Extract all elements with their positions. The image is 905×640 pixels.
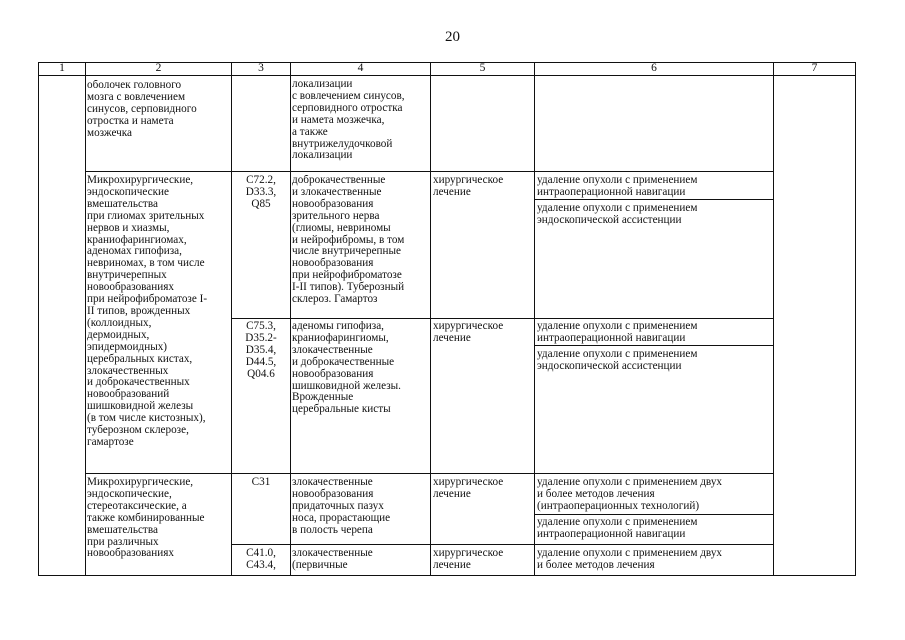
header-col-1: 1 (59, 62, 65, 74)
r2a-col6a-text: удаление опухоли с применением интраоперационной навигации (537, 175, 698, 198)
header-col-2: 2 (155, 62, 162, 74)
r2a-col6b-text: удаление опухоли с применением эндоскопической ассистенции (537, 203, 698, 226)
header-col-3: 3 (258, 62, 264, 74)
r3a-col4-text: злокачественные новообразования придаточных пазух носа, прорастающие в полость черепа (292, 477, 391, 536)
r1-col4-text: локализации с вовлечением синусов, серповидного отростка и намета мозжечка, а также внутрижелудочковой локализации (292, 79, 405, 162)
r3a-col6b-text: удаление опухоли с применением интраоперационной навигации (537, 517, 698, 540)
header-col-6: 6 (651, 62, 657, 74)
r3b-col5-text: хирургическое лечение (433, 548, 504, 571)
r2a-col3-codes: C72.2, D33.3, Q85 (245, 175, 277, 210)
header-col-7: 7 (811, 62, 818, 74)
header-col-5: 5 (479, 62, 486, 74)
r2b-col4-text: аденомы гипофиза, краниофарингиомы, злокачественные и доброкачественные новообразования шишковидной железы. Врожденные церебральные кисты (292, 321, 401, 416)
r2b-col3-codes: C75.3, D35.2- D35.4, D44.5, Q04.6 (245, 321, 277, 380)
r2a-col5-text: хирургическое лечение (433, 175, 504, 198)
r3a-col3-codes: C31 (251, 477, 271, 488)
header-col-4: 4 (357, 62, 364, 74)
r2b-col6a-text: удаление опухоли с применением интраоперационной навигации (537, 321, 698, 344)
r2b-col6b-text: удаление опухоли с применением эндоскопической ассистенции (537, 349, 698, 372)
r3b-col6a-text: удаление опухоли с применением двух и более методов лечения (537, 548, 723, 571)
r2-col2-text: Микрохирургические, эндоскопические вмешательства при глиомах зрительных нервов и хиазмы, краниофарингиомах, аденомах гипофиза, невриномах, в том числе внутричерепных новообразованиях при нейрофиброматозе I- II типов, врожденных (коллоидных, дермоидных, эпидермоидных) церебральных кистах, злокачественных и доброкачественных новообразований шишковидной железы (в том числе кистозных), туберозном склерозе, гамартозе (87, 175, 208, 448)
r3a-col6a-text: удаление опухоли с применением двух и более методов лечения (интраоперационных технологий) (537, 477, 723, 512)
r3b-col3-codes: C41.0, C43.4, (246, 548, 276, 571)
r2b-col5-text: хирургическое лечение (433, 321, 504, 344)
r3b-col4-text: злокачественные (первичные (292, 548, 373, 571)
r2a-col4-text: доброкачественные и злокачественные новообразования зрительного нерва (глиомы, невриномы и нейрофибромы, в том числе внутричерепные новообразования при нейрофиброматозе I-II типов). Туберозный склероз. Гамартоз (292, 175, 405, 306)
r3-col2-text: Микрохирургические, эндоскопические, стереотаксические, а также комбинированные вмешательства при различных новообразованиях (87, 477, 205, 560)
r1-col2-text: оболочек головного мозга с вовлечением синусов, серповидного отростка и намета мозжечка (87, 80, 197, 139)
r3a-col5-text: хирургическое лечение (433, 477, 504, 500)
page-number: 20 (445, 29, 460, 45)
